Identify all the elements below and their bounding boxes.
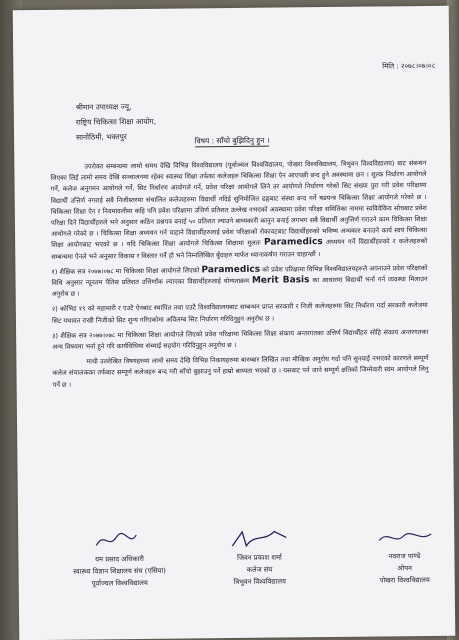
- point-1-mid: को प्रवेश परिक्षामा विभिन्न विश्वविद्यालयहरुले अपनाउने प्रवेश परिक्षाको विधि अनुसार न्यूनतम पैतिस प्रतिशत उत्तिर्णांक ल्याएका विद्यार्थीहरुलाई योग्यताक्रम: [51, 263, 428, 287]
- point-1-start: १) शैक्षिक सत्र २०७७।०७८ मा चिकित्सा शिक्षा आयोगले लिएको: [51, 266, 200, 276]
- letter-date: मिति : २०७८।०७।०८: [382, 61, 436, 71]
- point-1: [51, 263, 427, 301]
- signature-2-scribble: [214, 527, 304, 550]
- signature-3-scribble: [359, 526, 449, 549]
- signature-block-2: [194, 527, 325, 588]
- signatory-2-university: त्रिभुवन विश्वविद्यालय: [233, 577, 286, 587]
- signature-block-3: [339, 526, 459, 587]
- subject-text: विषय : साँचो बुझिदिनु हुन ।: [194, 135, 270, 146]
- signatory-2-org: कलेज संघ: [246, 565, 273, 574]
- letter-body: [50, 158, 428, 395]
- signatory-3-university: पोखरा विश्वविद्यालय: [379, 575, 430, 585]
- intro-paramedics: Paramedics: [263, 237, 323, 249]
- letter-paper: [13, 6, 456, 640]
- addressee-title: श्रीमान उपाध्यक्ष ज्यू,: [75, 102, 132, 112]
- signatory-1-org: स्वास्थ्य विज्ञान शिक्षालय संघ (एसिया): [73, 566, 166, 576]
- point-3: ३) शैक्षिक सत्र २०७७।०७८ मा चिकित्सा शिक्षा आयोगले लिएको प्रवेश परिक्षामा चिकित्सा शिक्षा संकाय अन्तरगतका उत्तिर्ण विद्यार्थीहरु सोहि संकाय अन्तरगतका अन्य विषयमा भर्ना हुने गरि कार्यविधिमा संच्याई सहयोग गरिदिनुहुन अनुरोध छ ।: [52, 327, 429, 351]
- intro-paragraph: [50, 158, 427, 263]
- closing-paragraph: माथी उल्लेखित विषयहरुमा लामो समय देखि विभिन्न निकायहरुमा बारम्बार लिखित तथा मौखिक अनुरोध गर्दा पनि सुनवाई नभएको कारणले सम्पूर्ण कलेज संचालकका तर्फबाट सम्पूर्ण कलेजहरु बन्द गरी साँचो बुझाउनु पर्ने हाम्रो बाध्यता भएको छ । यसबाट पर्न जाने सम्पूर्ण क्षतिको जिम्मेवारी स्वंम आयोगले लिनु पर्ने छ ।: [52, 354, 429, 389]
- intro-text: उपरोक्त सम्बन्धमा लामो समय देखि विभिन्न विश्वविद्यालय (पूर्वाञ्चल विश्वविद्यालय, पोखरा विश्वविद्यालय, त्रिभुवन विश्वविद्यालय) बाट संबन्धन लिएका लिई लामो समय देखि सञ्चालनमा रहेका स्वास्थ्य शिक्षा तर्फका कलेजहरु चिकित्सा शिक्षा ऐन आएपछी बन्द हुने अवस्थामा छन । शुल्क निर्धारण आयोगले गर्ने, कलेज अनुगमन आयोगले गर्ने, सिट निर्धारण आयोगले गर्ने, प्रवेश परिक्षा आयोगले लिने तर आयोगले निर्धारण गरेको सिट संख्या पुरा गरी प्रवेश परिक्षामा विद्यार्थी उत्तिर्ण नगराई सबै निजीस्तरमा संचालित कलेजहरुमा विद्यार्थी नदिई सुनियोजित ढङ्गबाट संस्था बन्द गर्ने षडयन्त्र चिकित्सा शिक्षा आयोगले गरेको छ । चिकित्सा शिक्षा ऐन र नियमावलीमा कहि पनि प्रवेश परिक्षामा उत्तिर्ण प्रतिशत उल्लेख नभएको अवस्थामा प्रवेश परिक्षा समितिका नाममा स्वविवेकिय सोचबाट प्रवेश परिक्षा दिने विद्यार्थीहरुले भने अनुसार कठिन प्रश्नपत्र बनाई ५० प्रतिशत ल्याउने बाध्यकारी कानुन बनाई लगभग सबै विद्यार्थी अनुत्तिर्ण गराउने काम चिकित्सा शिक्षा आयोगले गरेको छ । चिकित्सा शिक्षा अध्ययन गर्न चाहाने विद्यार्थीहरुलाई प्रवेश परिक्षाको रोकावटबाट विद्यार्थीहरुको भविष्य अन्धकार बनाउने कार्य स्वयं चिकित्सा शिक्षा आयोगबाट भएको छ । यदि चिकित्सा शिक्षा आयोगले चिकित्सा शिक्षामा मुलतः: [50, 158, 428, 250]
- signatory-1-name: यम प्रसाद अधिकारी: [95, 554, 144, 564]
- signatory-1-university: पूर्वाञ्चल विश्वविद्यालय: [91, 578, 148, 588]
- point-1-paramedics: Paramedics: [201, 264, 261, 276]
- signatory-3-org: ओपन: [397, 564, 412, 573]
- point-1-merit: Merit Basis: [251, 275, 310, 286]
- signatory-2-name: जिवन प्रकाश शर्मा: [237, 553, 282, 562]
- signature-block-1: [54, 529, 185, 590]
- addressee-org: राष्ट्रिय चिकित्सा शिक्षा आयोग,: [75, 116, 157, 127]
- signature-area: [54, 526, 435, 640]
- intro-tail: अध्ययन गर्ने विद्यार्थीहरुको र कलेजहरुको सम्बन्धमा ऐनले भने अनुसार विकास र विस्तार गर्ने हो भने निम्नलिखित बुँदाहरु मार्फत ध्यानाकर्षण गराउन चाहान्छौं ।: [51, 237, 428, 261]
- addressee-location: सानोठिमी, भक्तपुर: [75, 132, 127, 142]
- point-1-end: का आधारमा विद्यार्थी भर्ना गर्न व्यवस्था मिलाउन अनुरोध छ ।: [51, 275, 428, 299]
- signatory-3-name: नवराज पाण्डे: [388, 552, 421, 561]
- signature-1-scribble: [74, 529, 164, 552]
- point-2: २) कोभिड १९ को महामारी र एउटै ऐनबाट स्थापित तथा एउटै विश्वविद्यालयबाट सम्बन्धन प्राप्त सरकारी र निजी कलेजहरुमा सिट निर्धारण गर्दा सरकारी कलेजमा सिट यथावत राखी निजीको सिट शुन्य गरिएकोमा अविलम्ब सिट निर्धारण गरिदिनुहुन अनुरोध छ ।: [51, 301, 428, 325]
